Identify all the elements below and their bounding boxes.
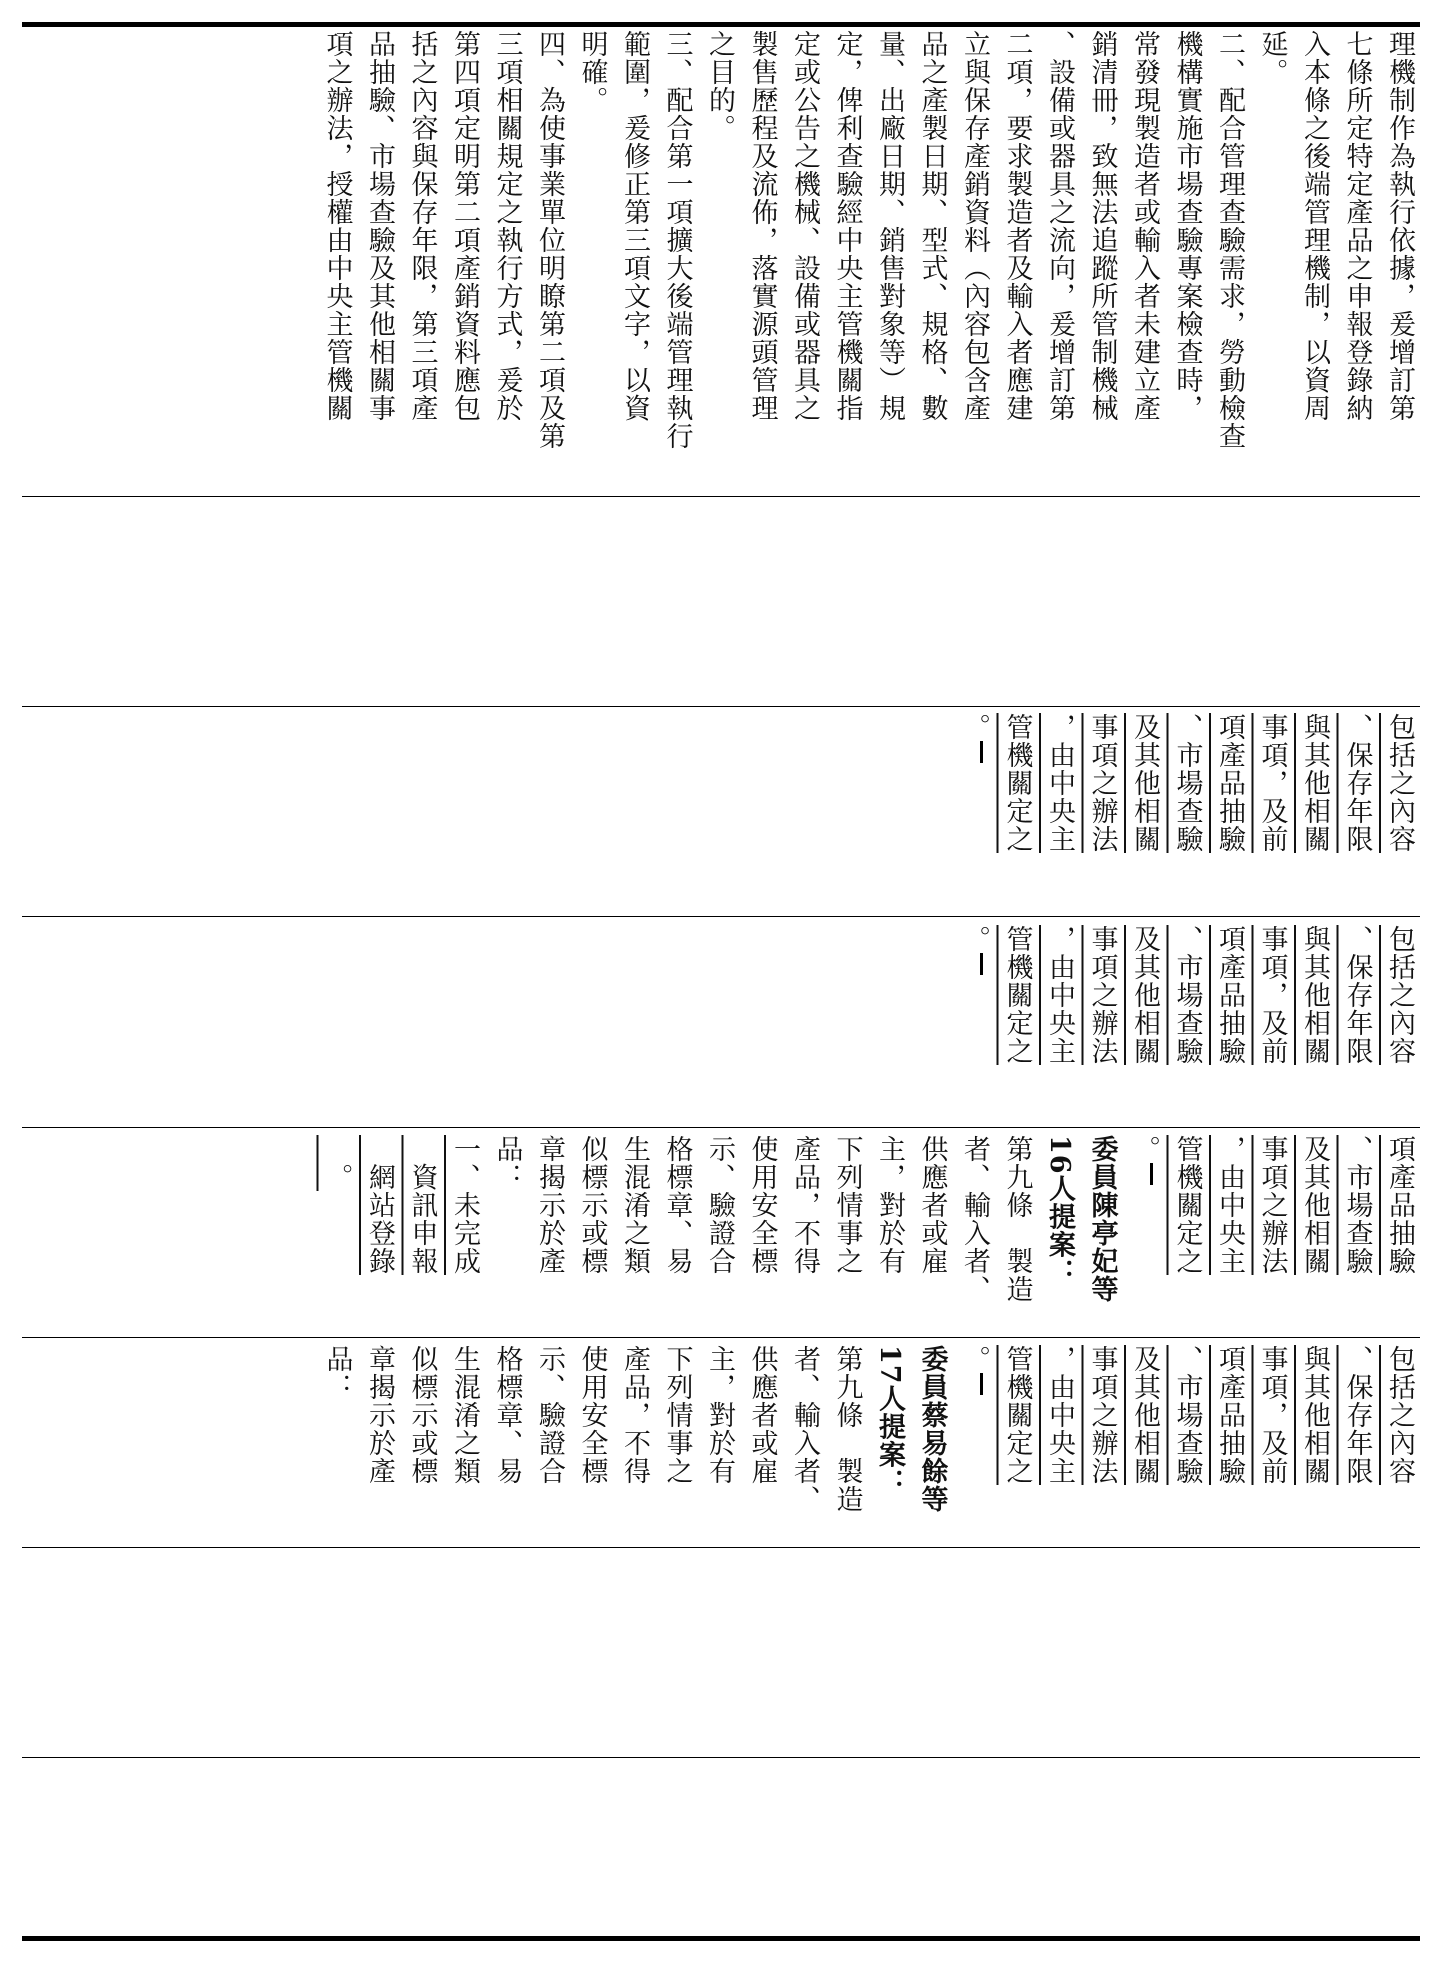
explanation-line: 量、出廠日期、銷售對象等）規: [874, 30, 905, 422]
explanation-line: 括之內容與保存年限，第三項產: [406, 30, 438, 422]
provision-line: 似標示或標: [576, 1135, 608, 1275]
provision-line: 一、未完成: [449, 1135, 480, 1275]
provision-line: 及其他相關: [1129, 925, 1160, 1065]
provision-line: 與其他相關: [1299, 713, 1330, 853]
provision-line: 供應者或雇: [746, 1345, 778, 1485]
provision-line: 產品，不得: [789, 1135, 820, 1275]
provision-line: 使用安全標: [576, 1345, 608, 1485]
explanation-line: 銷清冊，致無法追蹤所管制機械: [1086, 30, 1118, 422]
provision-line: 事項，及前: [1256, 1345, 1288, 1485]
provision-line: 項產品抽驗: [1214, 713, 1245, 853]
provision-line: 網站登錄: [364, 1135, 395, 1275]
explanation-cell: [20, 30, 1420, 500]
provision-line: 、市場查驗: [1171, 1345, 1203, 1485]
provision-cell-4: [20, 1135, 1420, 1335]
provision-line: 似標示或標: [406, 1345, 438, 1485]
end-bar: [980, 1373, 983, 1395]
provision-line: 包括之內容: [1384, 713, 1415, 853]
provision-line: ，由中央主: [1044, 713, 1075, 853]
provision-line: 品：: [321, 1345, 353, 1401]
provision-line: 管機關定之: [1001, 1345, 1033, 1485]
row-divider-3: [22, 916, 1420, 917]
provision-line: 管機關定之: [1001, 925, 1033, 1065]
explanation-line: 第四項定明第二項產銷資料應包: [449, 30, 480, 422]
article-line: 第九條 製造: [831, 1345, 863, 1513]
provision-line: 供應者或雇: [916, 1135, 948, 1275]
end-mark: 。: [959, 713, 990, 741]
provision-line: 事項之辦法: [1086, 925, 1118, 1065]
explanation-line: 二、配合管理查驗需求，勞動檢查: [1214, 30, 1245, 450]
provision-end: [953, 1345, 996, 1550]
provision-line: 及其他相關: [1129, 713, 1160, 853]
explanation-line: 定或公告之機械、設備或器具之: [789, 30, 820, 422]
provision-line: 章揭示於產: [364, 1345, 395, 1485]
provision-line: 及其他相關: [1299, 1135, 1330, 1275]
provision-line: 者、輸入者、: [959, 1135, 990, 1303]
end-mark: 。: [1129, 1135, 1160, 1163]
provision-line: 事項之辦法: [1256, 1135, 1288, 1275]
explanation-line: 項之辦法，授權由中央主管機關: [321, 30, 353, 422]
provision-line: 主，對於有: [874, 1135, 905, 1275]
explanation-line: 立與保存產銷資料（內容包含產: [959, 30, 990, 422]
row-divider-4: [22, 1127, 1420, 1128]
provision-end: [1123, 1135, 1166, 1335]
provision-line: 生混淆之類: [619, 1135, 650, 1275]
explanation-line: 範圍，爰修正第三項文字，以資: [619, 30, 650, 422]
explanation-line: 、設備或器具之流向，爰增訂第: [1044, 30, 1075, 422]
explanation-line: 七條所定特定產品之申報登錄納: [1341, 30, 1373, 422]
proposer-line: 17人提案：: [874, 1345, 905, 1497]
provision-line: 項產品抽驗: [1214, 925, 1245, 1065]
explanation-line: 三項相關規定之執行方式，爰於: [491, 30, 523, 422]
provision-line: 下列情事之: [831, 1135, 863, 1275]
provision-line: 章揭示於產: [534, 1135, 565, 1275]
provision-line: 示、驗證合: [704, 1135, 735, 1275]
provision-line: 、市場查驗: [1341, 1135, 1373, 1275]
provision-line: 及其他相關: [1129, 1345, 1160, 1485]
explanation-line: 定，俾利查驗經中央主管機關指: [831, 30, 863, 422]
provision-line: 與其他相關: [1299, 1345, 1330, 1485]
top-rule: [22, 22, 1420, 27]
row-divider-7: [22, 1757, 1420, 1758]
explanation-line: 四、為使事業單位明瞭第二項及第: [534, 30, 565, 450]
provision-line: ，由中央主: [1044, 925, 1075, 1065]
provision-line: ，由中央主: [1044, 1345, 1075, 1485]
provision-line: ，由中央主: [1214, 1135, 1245, 1275]
proposer-line: 委員陳亭妃等: [1086, 1135, 1118, 1303]
provision-line: 下列情事之: [661, 1345, 693, 1485]
explanation-line: 理機制作為執行依據，爰增訂第: [1384, 30, 1415, 422]
provision-line: 。: [321, 1135, 353, 1191]
bottom-rule: [22, 1936, 1420, 1941]
explanation-line: 常發現製造者或輸入者未建立產: [1129, 30, 1160, 422]
provision-line: 事項，及前: [1256, 925, 1288, 1065]
provision-cell-3: [20, 925, 1420, 1115]
end-mark: 。: [959, 925, 990, 953]
provision-line: 事項，及前: [1256, 713, 1288, 853]
provision-line: 生混淆之類: [449, 1345, 480, 1485]
provision-end: [953, 713, 996, 903]
article-line: 第九條 製造: [1001, 1135, 1033, 1303]
provision-line: 管機關定之: [1001, 713, 1033, 853]
provision-line: 者、輸入者、: [789, 1345, 820, 1513]
proposer-line: 16人提案：: [1044, 1135, 1075, 1287]
provision-end: [953, 925, 996, 1115]
provision-line: 、市場查驗: [1171, 925, 1203, 1065]
explanation-line: 二項，要求製造者及輸入者應建: [1001, 30, 1033, 422]
provision-line: 資訊申報: [406, 1135, 438, 1275]
provision-line: 品：: [491, 1135, 523, 1191]
end-bar: [980, 741, 983, 763]
provision-line: 主，對於有: [704, 1345, 735, 1485]
explanation-line: 入本條之後端管理機制，以資周: [1299, 30, 1330, 422]
provision-line: 格標章、易: [661, 1135, 693, 1275]
explanation-line: 品之產製日期、型式、規格、數: [916, 30, 948, 422]
row-divider-2: [22, 706, 1420, 707]
provision-line: 、市場查驗: [1171, 713, 1203, 853]
row-divider-5: [22, 1337, 1420, 1338]
explanation-line: 之目的。: [704, 30, 735, 142]
provision-line: 包括之內容: [1384, 1345, 1415, 1485]
provision-line: 項產品抽驗: [1384, 1135, 1415, 1275]
explanation-line: 三、配合第一項擴大後端管理執行: [661, 30, 693, 450]
provision-line: 與其他相關: [1299, 925, 1330, 1065]
provision-line: 使用安全標: [746, 1135, 778, 1275]
provision-cell-2: [20, 713, 1420, 903]
explanation-line: 製售歷程及流佈，落實源頭管理: [746, 30, 778, 422]
explanation-line: 明確。: [576, 30, 608, 114]
provision-line: 格標章、易: [491, 1345, 523, 1485]
provision-cell-5: [20, 1345, 1420, 1550]
provision-line: 事項之辦法: [1086, 1345, 1118, 1485]
provision-line: 項產品抽驗: [1214, 1345, 1245, 1485]
explanation-line: 品抽驗、市場查驗及其他相關事: [364, 30, 395, 422]
provision-line: 管機關定之: [1171, 1135, 1203, 1275]
provision-line: 包括之內容: [1384, 925, 1415, 1065]
provision-line: 事項之辦法: [1086, 713, 1118, 853]
provision-line: 產品，不得: [619, 1345, 650, 1485]
end-bar: [980, 953, 983, 975]
end-mark: 。: [959, 1345, 990, 1373]
explanation-line: 機構實施市場查驗專案檢查時，: [1171, 30, 1203, 422]
end-bar: [1150, 1163, 1153, 1185]
provision-line: 、保存年限: [1341, 1345, 1373, 1485]
provision-line: 、保存年限: [1341, 925, 1373, 1065]
provision-line: 示、驗證合: [534, 1345, 565, 1485]
explanation-line: 延。: [1256, 30, 1288, 86]
provision-line: 、保存年限: [1341, 713, 1373, 853]
proposer-line: 委員蔡易餘等: [916, 1345, 948, 1513]
